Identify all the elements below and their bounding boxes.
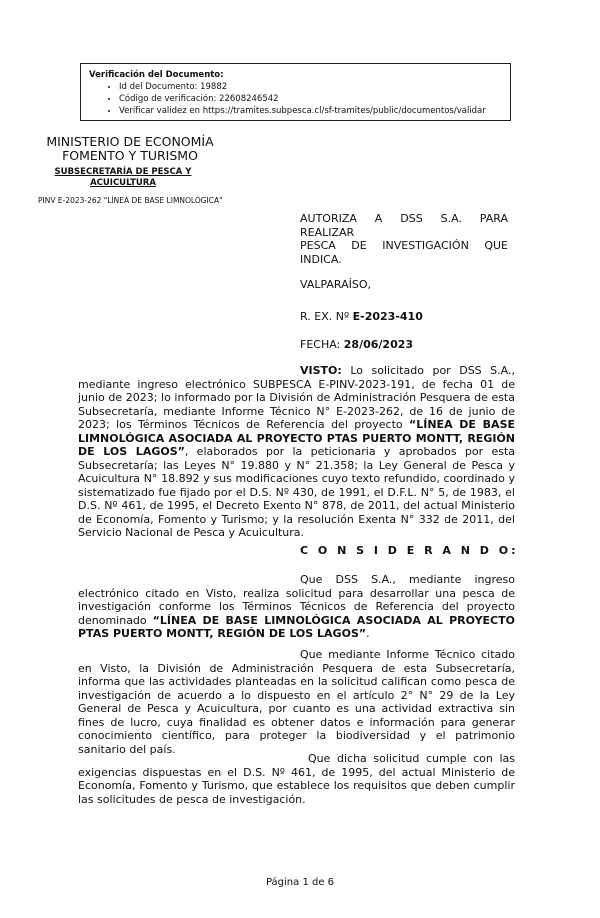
subsecretaria-heading: SUBSECRETARÍA DE PESCA Y ACUICULTURA (54, 167, 192, 188)
resolution-number (300, 310, 423, 323)
visto-project: “LÍNEA DE BASE LIMNOLÓGICA ASOCIADA AL PROYECTO PTAS PUERTO MONTT, REGIÓN DE LOS LAGOS” (78, 418, 515, 458)
considerando-3-text: Que dicha solicitud cumple con las exigencias dispuestas en el D.S. Nº 461, de 1995, del actual Ministerio de Economía, Fomento y Turismo, que establece los requisitos que deben cumplir las solicitudes de pesca de investigación. (78, 752, 515, 806)
considerando-paragraph-3 (78, 752, 515, 806)
authorization-line-3: INDICA. (300, 252, 342, 266)
page-number: Página 1 de 6 (265, 877, 335, 888)
verification-title: Verificación del Documento: (89, 70, 224, 80)
considerando-2-text: Que mediante Informe Técnico citado en Visto, la División de Administración Pesquera de esta Subsecretaría, informa que las actividades planteadas en la solicitud califican como pesca de investigación de acuerdo a lo dispuesto en el artículo 2° N° 29 de la Ley General de Pesca y Acuicultura, por cuanto es una actividad extractiva sin fines de lucro, cuya finalidad es obtener datos e información para generar conocimiento científico, para proteger la biodiversidad y el patrimonio sanitario del país. (78, 648, 515, 756)
resolution-label: R. EX. Nº (300, 310, 350, 323)
verification-id: • Id del Documento: 19882 (119, 81, 510, 93)
visto-text-b: , elaborados por la peticionaria y aprobados por esta Subsecretaría; las Leyes N° 19.880 y N° 21.358; la Ley General de Pesca y Acuicultura N° 18.892 y sus modificaciones cuyo texto refundido, coordinado y sistematizado fue fijado por el D.S. Nº 430, de 1991, el D.F.L. N° 5, de 1983, el D.S. Nº 461, de 1995, el Decreto Exento N° 878, de 2011, del actual Ministerio de Economía, Fomento y Turismo; y la resolución Exenta N° 332 de 2011, del Servicio Nacional de Pesca y Acuicultura. (78, 445, 516, 539)
considerando-1-project: “LÍNEA DE BASE LIMNOLÓGICA ASOCIADA AL PROYECTO PTAS PUERTO MONTT, REGIÓN DE LOS LAGOS” (78, 613, 515, 640)
verification-url[interactable]: • Verificar validez en https://tramites.subpesca.cl/sf-tramites/public/documentos/validar (119, 105, 510, 117)
visto-label: VISTO: (300, 364, 342, 377)
authorization-line-1: AUTORIZA A DSS S.A. PARA REALIZAR (300, 212, 508, 239)
verification-list (89, 81, 510, 117)
date-value: 28/06/2023 (343, 338, 414, 351)
resolution-date (300, 338, 413, 351)
visto-text-a: Lo solicitado por DSS S.A., mediante ingreso electrónico SUBPESCA E-PINV-2023-191, de fecha 01 de junio de 2023; lo informado por la División de Administración Pesquera de esta Subsecretaría, mediante Informe Técnico N° E-2023-262, de 16 de junio de 2023; los Términos Técnicos de Referencia del proyecto (78, 364, 515, 431)
ministry-line-2: FOMENTO Y TURISMO (62, 148, 198, 163)
ministry-line-1: MINISTERIO DE ECONOMÍA (46, 134, 214, 149)
considerando-1-end: . (366, 627, 370, 640)
resolution-value: E-2023-410 (352, 310, 423, 323)
document-reference: PINV E-2023-262 "LÍNEA DE BASE LIMNOLÓGICA" (38, 196, 223, 205)
verification-code: • Código de verificación: 22608246542 (119, 93, 510, 105)
considerando-paragraph-2 (78, 648, 515, 756)
ministry-heading (40, 135, 220, 163)
verification-box (80, 63, 511, 121)
considerando-heading: C O N S I D E R A N D O: (300, 544, 519, 557)
considerando-paragraph-1 (78, 573, 515, 641)
considerando-1-text: Que DSS S.A., mediante ingreso electrónico citado en Visto, realiza solicitud para desarrollar una pesca de investigación conforme los Términos Técnicos de Referencia del proyecto denominado (78, 573, 515, 627)
visto-paragraph (78, 364, 515, 540)
authorization-summary (300, 212, 508, 266)
date-label: FECHA: (300, 338, 341, 351)
place: VALPARAÍSO, (300, 278, 372, 291)
authorization-line-2: PESCA DE INVESTIGACIÓN QUE (300, 239, 508, 252)
